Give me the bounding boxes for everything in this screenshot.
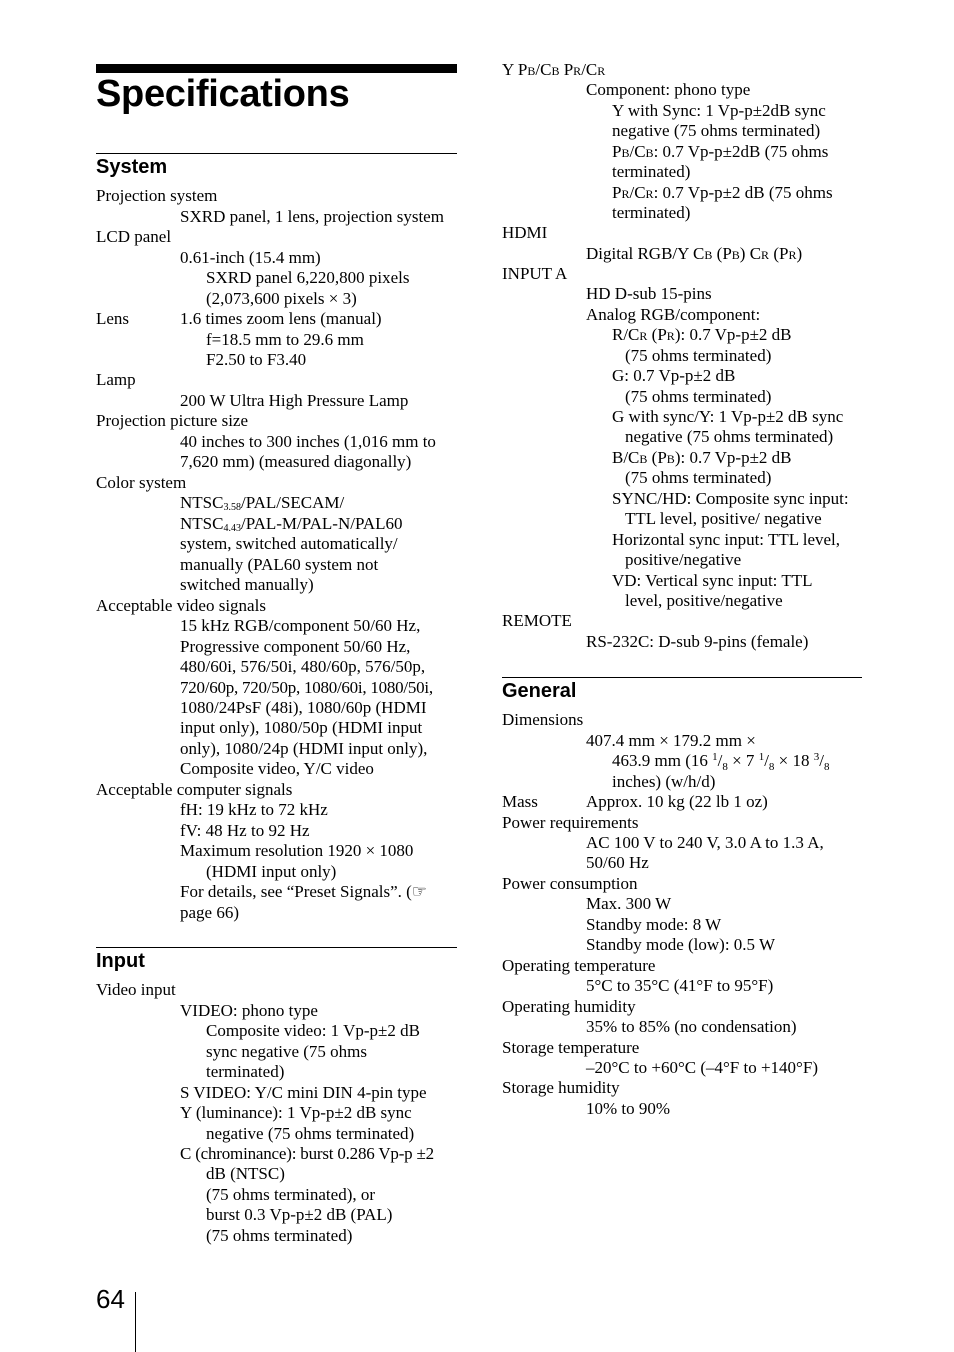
spec-label: Mass xyxy=(502,792,538,811)
spec-label: Y PB/CB PR/CR xyxy=(502,60,606,79)
spec-value: Standby mode: 8 W xyxy=(586,915,722,934)
spec-value: Horizontal sync input: TTL level, xyxy=(612,530,841,549)
spec-value: 50/60 Hz xyxy=(586,853,649,872)
spec-label: Power consumption xyxy=(502,874,638,893)
spec-value: fV: 48 Hz to 92 Hz xyxy=(180,821,310,840)
spec-value: positive/negative xyxy=(625,550,742,569)
spec-value: system, switched automatically/ xyxy=(180,534,398,553)
spec-value: (75 ohms terminated) xyxy=(625,468,772,487)
spec-value: fH: 19 kHz to 72 kHz xyxy=(180,800,328,819)
spec-value: 407.4 mm × 179.2 mm × xyxy=(586,731,756,750)
spec-value: Standby mode (low): 0.5 W xyxy=(586,935,776,954)
spec-label: REMOTE xyxy=(502,611,572,630)
spec-label: Lamp xyxy=(96,370,136,389)
spec-label: Projection picture size xyxy=(96,411,249,430)
spec-value: Maximum resolution 1920 × 1080 xyxy=(180,841,414,860)
spec-value: (HDMI input only) xyxy=(206,862,337,881)
spec-value: B/CB (PB): 0.7 Vp-p±2 dB xyxy=(612,448,792,467)
spec-value: Max. 300 W xyxy=(586,894,672,913)
section-heading-input: Input xyxy=(96,950,145,972)
spec-label: Power requirements xyxy=(502,813,639,832)
spec-value: Composite video: 1 Vp-p±2 dB xyxy=(206,1021,420,1040)
spec-value: Approx. 10 kg (22 lb 1 oz) xyxy=(586,792,768,811)
spec-value: page 66) xyxy=(180,903,240,922)
spec-value: Composite video, Y/C video xyxy=(180,759,374,778)
spec-value: HD D-sub 15-pins xyxy=(586,284,712,303)
spec-label: Projection system xyxy=(96,186,218,205)
spec-label: Color system xyxy=(96,473,187,492)
spec-value: F2.50 to F3.40 xyxy=(206,350,307,369)
spec-value: Analog RGB/component: xyxy=(586,305,761,324)
spec-value: 1080/24PsF (48i), 1080/60p (HDMI xyxy=(180,698,427,717)
spec-value: dB (NTSC) xyxy=(206,1164,285,1183)
spec-label: Storage temperature xyxy=(502,1038,640,1057)
spec-value: AC 100 V to 240 V, 3.0 A to 1.3 A, xyxy=(586,833,824,852)
spec-value: negative (75 ohms terminated) xyxy=(625,427,834,446)
spec-value: (75 ohms terminated) xyxy=(625,346,772,365)
spec-value: only), 1080/24p (HDMI input only), xyxy=(180,739,428,758)
spec-label: Operating humidity xyxy=(502,997,636,1016)
spec-value: manually (PAL60 system not xyxy=(180,555,379,574)
section-rule-general xyxy=(502,677,862,678)
spec-value: TTL level, positive/ negative xyxy=(625,509,822,528)
spec-label: INPUT A xyxy=(502,264,568,283)
spec-value: 0.61-inch (15.4 mm) xyxy=(180,248,321,267)
spec-value: PR/CR: 0.7 Vp-p±2 dB (75 ohms xyxy=(612,183,833,202)
spec-value: RS-232C: D-sub 9-pins (female) xyxy=(586,632,809,651)
spec-value: terminated) xyxy=(206,1062,285,1081)
spec-value: negative (75 ohms terminated) xyxy=(206,1124,415,1143)
spec-value: (75 ohms terminated) xyxy=(625,387,772,406)
spec-value: R/CR (PR): 0.7 Vp-p±2 dB xyxy=(612,325,792,344)
spec-label: LCD panel xyxy=(96,227,172,246)
spec-label: Acceptable computer signals xyxy=(96,780,293,799)
spec-value: 40 inches to 300 inches (1,016 mm to xyxy=(180,432,436,451)
page-number-rule xyxy=(135,1292,136,1352)
spec-value: PB/CB: 0.7 Vp-p±2dB (75 ohms xyxy=(612,142,829,161)
spec-label: HDMI xyxy=(502,223,548,242)
spec-value: negative (75 ohms terminated) xyxy=(612,121,821,140)
spec-label: Operating temperature xyxy=(502,956,656,975)
spec-value: 15 kHz RGB/component 50/60 Hz, xyxy=(180,616,421,635)
spec-label: Lens xyxy=(96,309,130,328)
spec-value: input only), 1080/50p (HDMI input xyxy=(180,718,423,737)
section-heading-system: System xyxy=(96,156,168,178)
page-title: Specifications xyxy=(96,73,350,115)
page-number: 64 xyxy=(96,1284,125,1314)
spec-value: 1.6 times zoom lens (manual) xyxy=(180,309,382,328)
spec-value: Digital RGB/Y CB (PB) CR (PR) xyxy=(586,244,803,263)
spec-value: 720/60p, 720/50p, 1080/60i, 1080/50i, xyxy=(180,678,433,697)
spec-value: f=18.5 mm to 29.6 mm xyxy=(206,330,364,349)
spec-value: Y with Sync: 1 Vp-p±2dB sync xyxy=(612,101,826,120)
section-rule-system xyxy=(96,153,457,154)
spec-value: SXRD panel 6,220,800 pixels xyxy=(206,268,410,287)
spec-value: Component: phono type xyxy=(586,80,751,99)
spec-value: NTSC4.43/PAL-M/PAL-N/PAL60 xyxy=(180,514,403,534)
spec-value: inches) (w/h/d) xyxy=(612,772,716,791)
spec-value: burst 0.3 Vp-p±2 dB (PAL) xyxy=(206,1205,393,1224)
spec-value: terminated) xyxy=(612,162,691,181)
spec-value: C (chrominance): burst 0.286 Vp-p ±2 xyxy=(180,1144,434,1163)
spec-value: switched manually) xyxy=(180,575,314,594)
spec-value: Y (luminance): 1 Vp-p±2 dB sync xyxy=(180,1103,412,1122)
section-heading-general: General xyxy=(502,680,577,702)
spec-value: VIDEO: phono type xyxy=(180,1001,318,1020)
spec-value: 10% to 90% xyxy=(586,1099,671,1118)
spec-value: SYNC/HD: Composite sync input: xyxy=(612,489,849,508)
spec-value: 7,620 mm) (measured diagonally) xyxy=(180,452,412,471)
spec-label: Video input xyxy=(96,980,176,999)
spec-value: S VIDEO: Y/C mini DIN 4-pin type xyxy=(180,1083,427,1102)
spec-value: NTSC3.58/PAL/SECAM/ xyxy=(180,493,345,513)
spec-value: G with sync/Y: 1 Vp-p±2 dB sync xyxy=(612,407,844,426)
spec-value: sync negative (75 ohms xyxy=(206,1042,367,1061)
spec-value: (75 ohms terminated) xyxy=(206,1226,353,1245)
spec-value: SXRD panel, 1 lens, projection system xyxy=(180,207,444,226)
spec-value: 35% to 85% (no condensation) xyxy=(586,1017,797,1036)
spec-value: Progressive component 50/60 Hz, xyxy=(180,637,411,656)
spec-value: G: 0.7 Vp-p±2 dB xyxy=(612,366,736,385)
spec-label: Acceptable video signals xyxy=(96,596,266,615)
spec-value: (2,073,600 pixels × 3) xyxy=(206,289,357,308)
spec-value: terminated) xyxy=(612,203,691,222)
spec-label: Storage humidity xyxy=(502,1078,620,1097)
spec-value: 480/60i, 576/50i, 480/60p, 576/50p, xyxy=(180,657,426,676)
spec-value: 463.9 mm (16 $^1/_8 \times 7$ $^1/_8 \times 18$ $^3/_8$ xyxy=(612,751,830,773)
spec-value: 5°C to 35°C (41°F to 95°F) xyxy=(586,976,774,995)
section-rule-input xyxy=(96,947,457,948)
spec-label: Dimensions xyxy=(502,710,584,729)
spec-value: 200 W Ultra High Pressure Lamp xyxy=(180,391,409,410)
spec-value: VD: Vertical sync input: TTL xyxy=(612,571,813,590)
spec-value: (75 ohms terminated), or xyxy=(206,1185,376,1204)
spec-value: level, positive/negative xyxy=(625,591,783,610)
spec-value: –20°C to +60°C (–4°F to +140°F) xyxy=(586,1058,818,1077)
spec-value: For details, see “Preset Signals”. (☞ xyxy=(180,882,428,901)
